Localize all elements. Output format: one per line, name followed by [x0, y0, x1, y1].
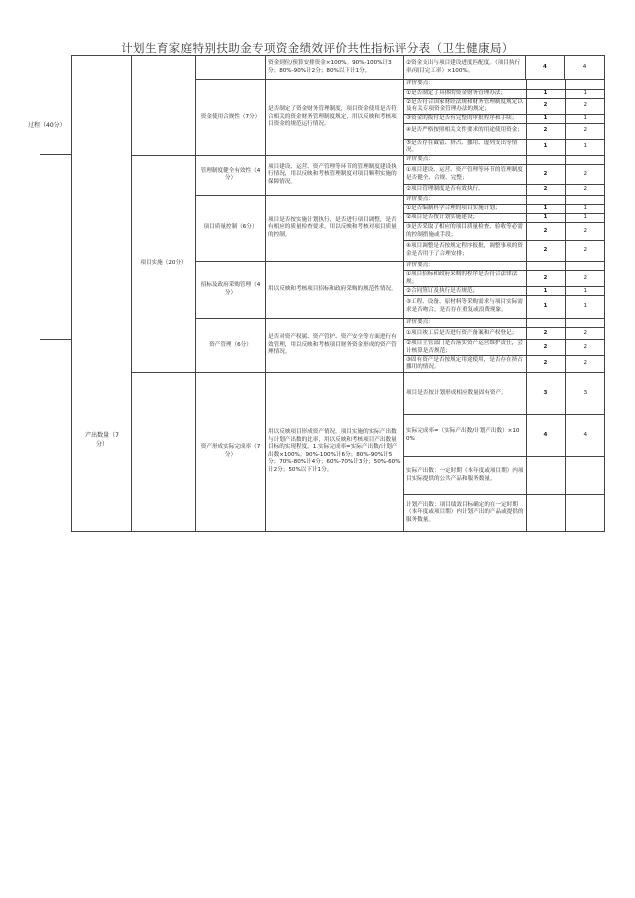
cell-level2: 项目实施（20分）	[132, 155, 196, 372]
point-got: 2	[565, 271, 605, 287]
cell-level3: 招标及政府采购管理（4分）	[196, 261, 266, 318]
table-row	[72, 56, 605, 80]
point-score: 2	[526, 223, 565, 241]
point-got: 2	[565, 340, 605, 356]
point-score: 1	[526, 89, 565, 98]
cell-desc: 是否对资产权属、资产管护、资产安全等方面进行有效管理，用以反映和考核项目财务资金形成的资产管理情况。	[266, 318, 404, 372]
page-title: 计划生育家庭特别扶助金专项资金绩效评价共性指标评分表（卫生健康局）	[121, 41, 514, 55]
point-text: 评价要点：	[404, 319, 526, 328]
cell-level3: 管理制度健全有效性（4分）	[196, 155, 266, 195]
cell-level3: 资产形成实际完成率（7分）	[196, 372, 266, 531]
point-text: ③固有资产是否按规定用途使用，是否存在挤占挪用的情况。	[404, 356, 526, 372]
category-guocheng: 过程（40分）	[28, 122, 66, 129]
score-table	[71, 55, 605, 532]
cell-level2	[132, 56, 196, 156]
point-got	[565, 457, 605, 495]
point-score: 2	[526, 185, 565, 195]
point-got: 3	[565, 373, 605, 415]
cell-subgrid	[404, 318, 605, 372]
point-text: ②项目是否按计划实施建设；	[404, 214, 526, 223]
point-got: 1	[565, 296, 605, 318]
point-got: 1	[565, 89, 605, 98]
point-score: 4	[526, 415, 565, 457]
point-got	[565, 262, 605, 271]
point-got: 1	[565, 287, 605, 296]
point-text: ①是否制定了具体的资金财务管理办法；	[404, 89, 526, 98]
cell-level2	[132, 372, 196, 531]
category-divider	[40, 154, 71, 155]
point-score: 2	[526, 165, 565, 185]
cell-level3	[196, 56, 266, 80]
point-score: 1	[526, 205, 565, 214]
point-text: ②合同签订及执行是否规范；	[404, 287, 526, 296]
point-score: 1	[526, 214, 565, 223]
point-got: 2	[565, 223, 605, 241]
point-got	[565, 156, 605, 165]
point-text: ③资金的拨付是否有完整的审批程序和手续；	[404, 114, 526, 123]
point-text: ③是否采取了相应的项目质量检查、验收等必需的控制措施或手段；	[404, 223, 526, 241]
point-text: 项目是否按计划形成相应数量固有资产。	[404, 373, 526, 415]
point-got: 4	[565, 415, 605, 457]
point-text: 评价要点：	[404, 262, 526, 271]
point-score: 1	[526, 139, 565, 155]
point-got: 1	[565, 214, 605, 223]
point-text: 评价要点：	[404, 156, 526, 165]
point-score: 2	[526, 271, 565, 287]
point-score: 2	[526, 123, 565, 139]
point-score: 2	[526, 356, 565, 372]
point-score: 2	[526, 340, 565, 356]
cell-level1	[72, 56, 132, 532]
cell-desc: 是否制定了资金财务管理制度，项目资金使用是否符合相关的资金财务管理制度规定，用以反映和考核项目资金的规范运行情况。	[266, 80, 404, 156]
point-score: 2	[526, 328, 565, 340]
point-score	[526, 319, 565, 328]
cell-desc: 资金到位/预算安排资金×100%。90%-100%计3分；80%-90%计2分；80%以下计1分。	[266, 56, 404, 80]
point-got: 2	[565, 328, 605, 340]
point-score	[526, 457, 565, 495]
point-text: ①项目建设、运营、资产管理等环节的管理制度是否健全、合规、完整；	[404, 165, 526, 185]
point-text: 评价要点：	[404, 196, 526, 205]
point-score	[526, 262, 565, 271]
cell-subgrid	[404, 195, 605, 261]
point-text: ①项目竣工后是否进行资产备案和产权登记；	[404, 328, 526, 340]
point-got	[565, 80, 605, 89]
point-score	[526, 495, 565, 531]
table-row	[72, 372, 605, 531]
point-text: ②项目管理制度是否有效执行。	[404, 185, 526, 195]
cell-subgrid	[404, 261, 605, 318]
point-got: 2	[565, 241, 605, 261]
point-got	[565, 319, 605, 328]
point-score: 2	[526, 98, 565, 114]
point-score	[526, 196, 565, 205]
point-text: ①是否编制科学合理的项目实施计划；	[404, 205, 526, 214]
point-got	[565, 495, 605, 531]
point-text: ④是否严格按照相关文件要求的用途使用资金；	[404, 123, 526, 139]
point-text: ②是否符合国家财经法规和财务管理制度规定以及有关专项资金管理办法的规定；	[404, 98, 526, 114]
cell-subgrid	[404, 80, 605, 156]
cell-desc: 项目建设、运营、资产管理等环节的管理制度建设执行情况，用以反映和考核管理制度对项目顺利实施的保障情况。	[266, 155, 404, 195]
point-text: ①项目招标和政府采购的程序是否符合法律法规；	[404, 271, 526, 287]
cell-level3: 资产管理（6分）	[196, 318, 266, 372]
point-score: 1	[526, 114, 565, 123]
point-got: 2	[565, 98, 605, 114]
cell-level3: 资金使用合规性（7分）	[196, 80, 266, 156]
point-score	[526, 156, 565, 165]
point-got: 2	[565, 356, 605, 372]
cell-point: ②资金支出与项目建设进度匹配度。（项目执行率/项目完工率）×100%。	[404, 56, 526, 80]
point-text: ②项目主管部门是否落实资产运营维护责任，会计核算是否规范；	[404, 340, 526, 356]
point-score	[526, 80, 565, 89]
point-got: 1	[565, 139, 605, 155]
cell-subgrid	[404, 372, 605, 531]
cell-score: 4	[526, 56, 565, 80]
category-divider	[40, 339, 71, 340]
point-score: 3	[526, 373, 565, 415]
point-got: 1	[565, 114, 605, 123]
category-chanchu: 产出数量（7分）	[85, 432, 119, 448]
point-text: 实际完成率=（实际产出数/计划产出数）×100%	[404, 415, 526, 457]
cell-got: 4	[565, 56, 605, 80]
table-row	[72, 155, 605, 195]
point-text: ⑤是否存在截留、挤占、挪用、虚列支出等情况。	[404, 139, 526, 155]
point-text: 计划产出数：项目绩效目标确定的在一定时期（本年度或项目期）内计划产出的产品或提供的服务数量。	[404, 495, 526, 531]
point-got: 2	[565, 165, 605, 185]
cell-subgrid	[404, 155, 605, 195]
cell-level3: 项目质量控制（6分）	[196, 195, 266, 261]
point-got: 2	[565, 185, 605, 195]
cell-desc: 用以反映和考核项目招标和政府采购的规范性情况。	[266, 261, 404, 318]
point-score: 1	[526, 287, 565, 296]
point-text: 实际产出数：一定时期（本年度或项目期）内项目实际提供的公共产品和服务数量。	[404, 457, 526, 495]
point-got: 1	[565, 205, 605, 214]
point-text: 评价要点：	[404, 80, 526, 89]
point-got: 2	[565, 123, 605, 139]
cell-desc: 用以反映项目形成资产情况。项目实施的实际产出数与计划产出数的比率，用以反映和考核项目产出数量目标的实现程度。1.实际完成率=实际产出数/计划产出数×100%。90%-100%计6分；80%-90%计5分；70%-80%计4分；60%-70%计3分；50%-60%计2分；50%以下计1分。	[266, 372, 404, 531]
point-text: ③工程、设备、原材料等采购需求与项目实际需求是否吻合，是否存在重复或浪费现象。	[404, 296, 526, 318]
point-got	[565, 196, 605, 205]
point-score: 2	[526, 241, 565, 261]
cell-desc: 项目是否按实施计划执行，是否进行项目调整，是否有相应的质量检查要求。用以反映和考核对项目质量的控制。	[266, 195, 404, 261]
point-text: ④项目调整是否按规定程序报批，调整事项的资金是否用于了合理安排；	[404, 241, 526, 261]
point-score: 1	[526, 296, 565, 318]
